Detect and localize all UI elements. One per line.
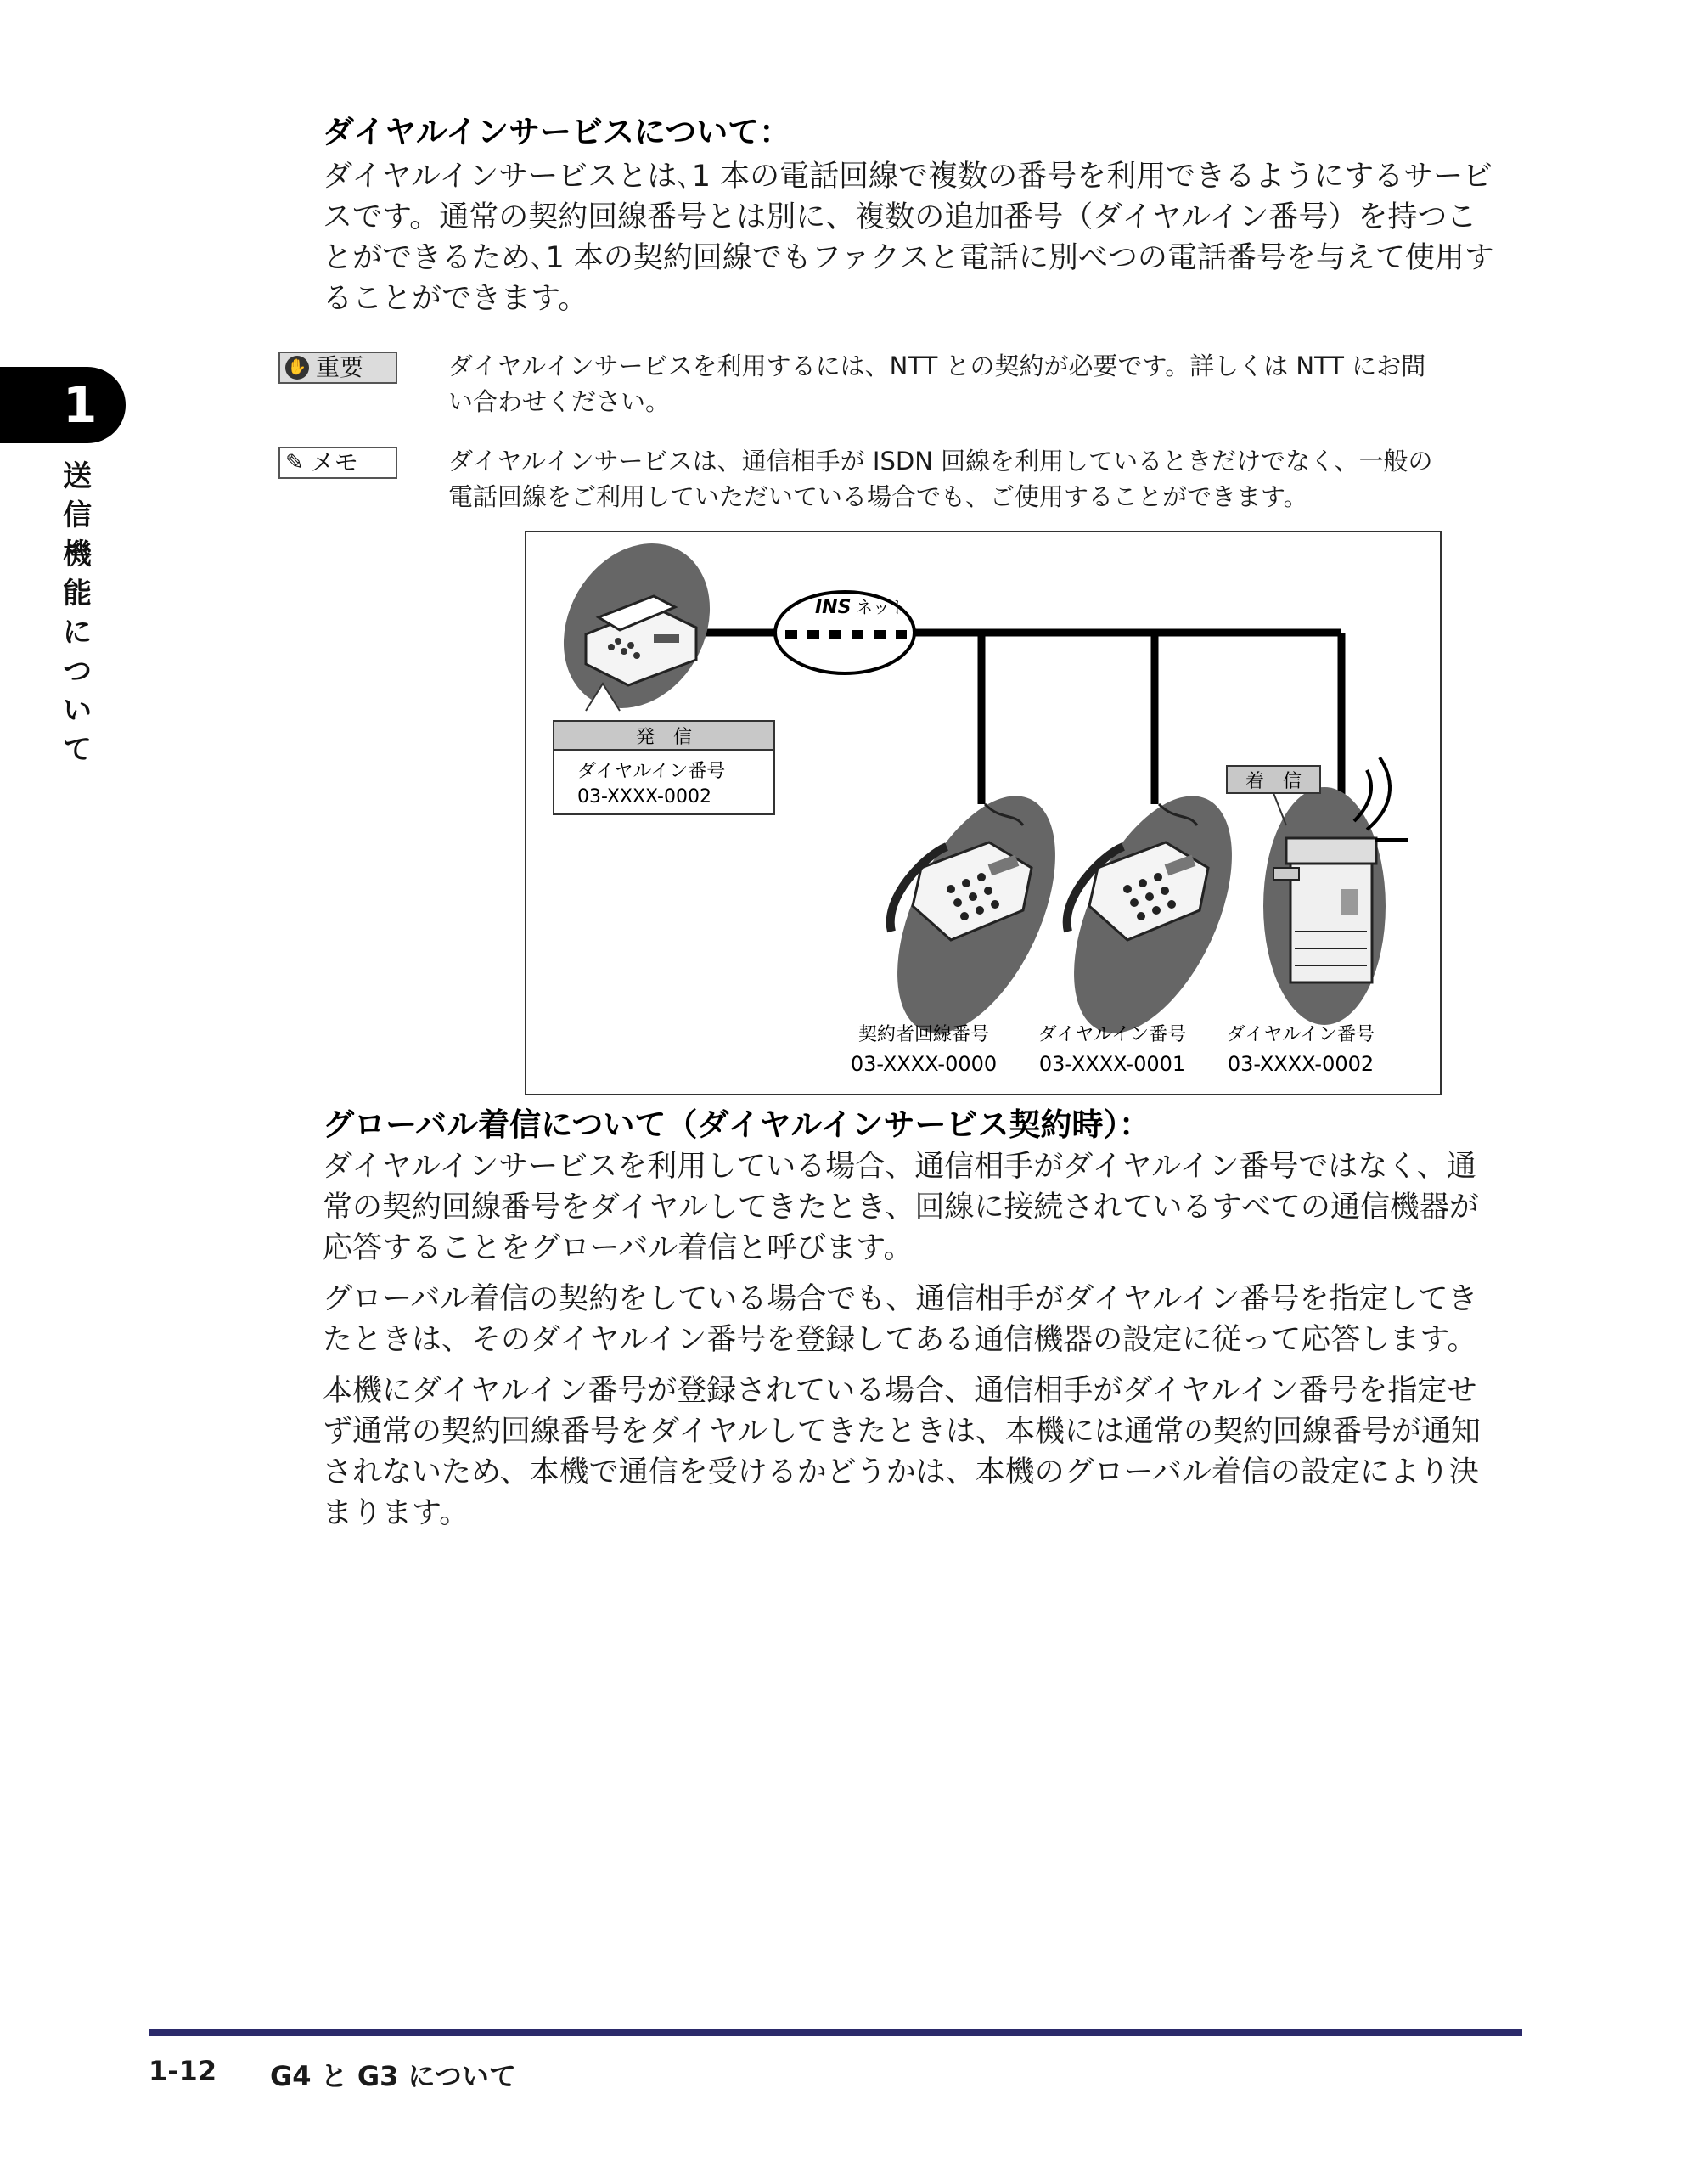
text-line: まります。 (323, 1496, 469, 1530)
phone1-label: 契約者回線番号 (857, 1024, 990, 1045)
text-line: ダイヤルインサービスを利用するには、NTT との契約が必要です。詳しくは NTT にお問 (448, 352, 1426, 380)
diagram-svg (526, 532, 1440, 1094)
text-line: スです。通常の契約回線番号とは別に、複数の追加番号（ダイヤルイン番号）を持つこ (323, 200, 1477, 234)
text-line: 応答することをグローバル着信と呼びます。 (323, 1231, 914, 1265)
phone1-number: 03-XXXX-0000 (850, 1052, 998, 1076)
text-line: 電話回線をご利用していただいている場合でも、ご使用することができます。 (448, 482, 1308, 511)
text-line: たときは、そのダイヤルイン番号を登録してある通信機器の設定に従って応答します。 (323, 1323, 1477, 1357)
text-line: ダイヤルインサービスとは､1 本の電話回線で複数の番号を利用できるようにするサービ (323, 160, 1493, 194)
chapter-number: 1 (63, 376, 98, 434)
important-badge (278, 352, 397, 384)
memo-badge-label: メモ (310, 448, 358, 476)
sender-line2: 03-XXXX-0002 (577, 786, 711, 808)
ins-label: ネット (856, 597, 907, 617)
important-badge-label: 重要 (316, 353, 364, 381)
sender-line1: ダイヤルイン番号 (577, 761, 726, 782)
hand-stop-icon: ✋ (285, 356, 309, 380)
page-number: 1-12 (149, 2055, 217, 2087)
text-line: い合わせください。 (448, 387, 671, 416)
text-line: とができるため､1 本の契約回線でもファクスと電話に別べつの電話番号を与えて使用す (323, 241, 1494, 275)
important-text (448, 348, 1535, 419)
footer-title: G4 と G3 について (270, 2060, 516, 2092)
receive-label: 着 信 (1245, 771, 1302, 792)
footer-rule (149, 2029, 1522, 2036)
section1-heading: ダイヤルインサービスについて： (323, 114, 791, 150)
pencil-icon: ✎ (285, 450, 304, 476)
text-line: ダイヤルインサービスは、通信相手が ISDN 回線を利用しているときだけでなく、一般の (448, 447, 1433, 476)
text-line: 本機にダイヤルイン番号が登録されている場合、通信相手がダイヤルイン番号を指定せ (323, 1374, 1477, 1408)
telephone-icon-1 (865, 772, 1088, 1056)
section2-para2 (323, 1279, 1528, 1360)
chapter-vertical-title: 送信機能について (63, 459, 92, 767)
section2-para3 (323, 1371, 1528, 1534)
text-line: ダイヤルインサービスを利用している場合、通信相手がダイヤルイン番号ではなく、通 (323, 1150, 1476, 1184)
chapter-tab (0, 367, 126, 443)
copier-machine-icon (1263, 787, 1386, 1025)
section1-body (323, 156, 1528, 319)
phone2-number: 03-XXXX-0001 (1038, 1052, 1186, 1076)
machine-number: 03-XXXX-0002 (1227, 1052, 1375, 1076)
ins-label-bold: INS (815, 597, 852, 618)
text-line: ることができます。 (323, 282, 588, 316)
section2-heading: グローバル着信について（ダイヤルインサービス契約時）： (323, 1106, 1150, 1143)
machine-label: ダイヤルイン番号 (1226, 1024, 1375, 1045)
text-line: 常の契約回線番号をダイヤルしてきたとき、回線に接続されているすべての通信機器が (323, 1191, 1479, 1224)
text-line: ず通常の契約回線番号をダイヤルしてきたときは、本機には通常の契約回線番号が通知 (323, 1415, 1481, 1449)
section2-para1 (323, 1146, 1528, 1269)
sender-header: 発 信 (635, 727, 693, 748)
telephone-icon-2 (1042, 772, 1265, 1056)
text-line: グローバル着信の契約をしている場合でも、通信相手がダイヤルイン番号を指定してき (323, 1282, 1478, 1316)
text-line: されないため、本機で通信を受けるかどうかは、本機のグローバル着信の設定により決 (323, 1455, 1479, 1489)
phone2-label: ダイヤルイン番号 (1037, 1024, 1187, 1045)
dial-in-diagram (525, 531, 1442, 1095)
memo-badge (278, 447, 397, 479)
memo-text (448, 443, 1535, 515)
